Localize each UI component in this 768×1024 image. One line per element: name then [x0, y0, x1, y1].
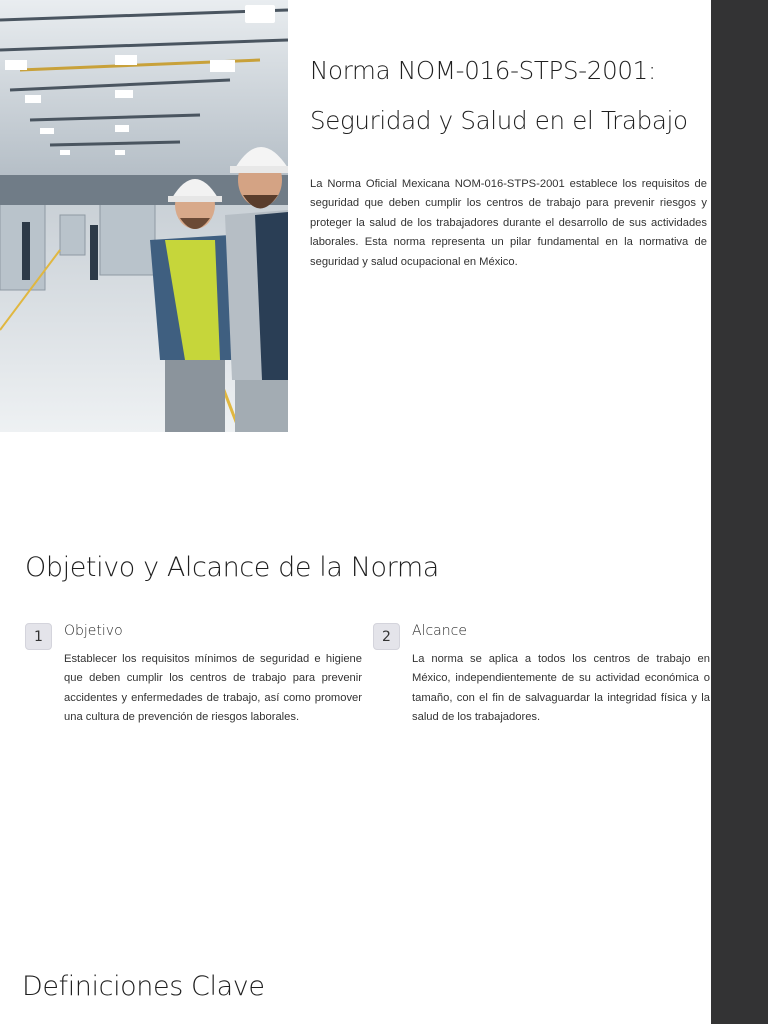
- section-title-objective: Objetivo y Alcance de la Norma: [25, 552, 439, 583]
- intro-paragraph: La Norma Oficial Mexicana NOM-016-STPS-2001 establece los requisitos de seguridad que deben cumplir los centros de trabajo para prevenir riesgos y proteger la salud de los trabajadores durante el desarrollo de sus actividades laborales. Esta norma representa un pilar fundamental en la normativa de seguridad y salud ocupacional en México.: [310, 178, 707, 268]
- document-title: [310, 46, 710, 146]
- card-title: Alcance: [412, 623, 467, 639]
- title-line-2: Seguridad y Salud en el Trabajo: [310, 106, 688, 135]
- number-badge: 2: [373, 623, 400, 650]
- card-body: Establecer los requisitos mínimos de seguridad e higiene que deben cumplir los centros de trabajo para prevenir accidentes y enfermedades de trabajo, así como promover una cultura de prevención de riesgos laborales.: [64, 653, 362, 724]
- card-body: La norma se aplica a todos los centros de trabajo en México, independientemente de su actividad económica o tamaño, con el fin de salvaguardar la integridad física y la salud de los trabajadores.: [412, 653, 710, 724]
- number-badge: 1: [25, 623, 52, 650]
- section-title-definitions: Definiciones Clave: [22, 971, 265, 1002]
- right-sidebar-strip: [711, 0, 768, 1024]
- title-line-1: Norma NOM-016-STPS-2001:: [310, 56, 656, 85]
- card-title: Objetivo: [64, 623, 123, 639]
- hero-photo: [0, 0, 288, 432]
